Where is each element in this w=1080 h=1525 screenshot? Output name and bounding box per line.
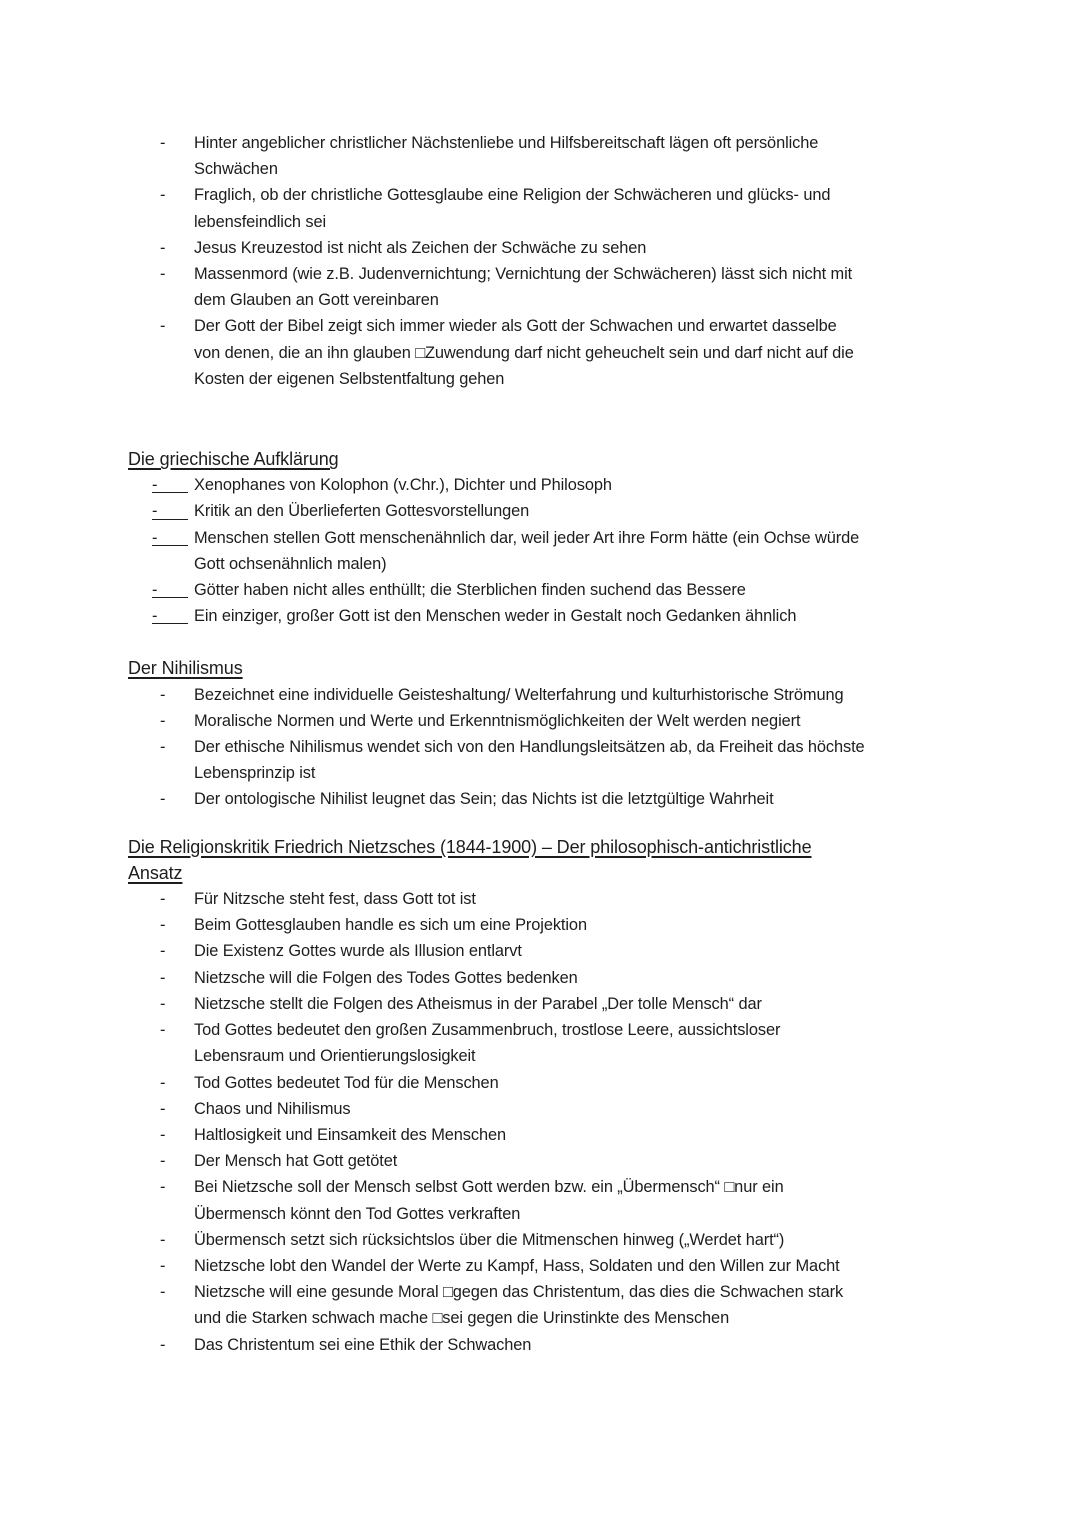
list-item-line: Der ontologische Nihilist leugnet das Sein; das Nichts ist die letztgültige Wahrheit (194, 790, 774, 809)
list-item (152, 577, 960, 603)
list-item-line: Menschen stellen Gott menschenähnlich dar, weil jeder Art ihre Form hätte (ein Ochse würde (194, 528, 860, 547)
section-heading (128, 834, 960, 886)
bullet-list (128, 682, 960, 813)
bullet-marker: - (160, 711, 166, 730)
list-item-line: dem Glauben an Gott vereinbaren (194, 291, 439, 310)
list-item-line: Das Christentum sei eine Ethik der Schwachen (194, 1335, 532, 1354)
heading-line: Die Religionskritik Friedrich Nietzsches (1844-1900) – Der philosophisch-antichristliche (128, 836, 812, 857)
bullet-marker: - (160, 1099, 166, 1118)
list-item (160, 313, 960, 392)
bullet-marker: - (160, 317, 166, 336)
bullet-marker: - (160, 238, 166, 257)
list-item-line: Kritik an den Überlieferten Gottesvorstellungen (194, 502, 530, 521)
list-item-line: Gott ochsenähnlich malen) (194, 554, 387, 573)
list-item-line: Fraglich, ob der christliche Gottesglaube eine Religion der Schwächeren und glücks- und (194, 186, 831, 205)
list-item (160, 182, 960, 234)
list-item-line: Nietzsche lobt den Wandel der Werte zu Kampf, Hass, Soldaten und den Willen zur Macht (194, 1256, 840, 1275)
list-item (160, 708, 960, 734)
bullet-marker: - (152, 603, 194, 629)
list-item-line: Für Nitzsche steht fest, dass Gott tot ist (194, 890, 476, 909)
section-heading (128, 446, 960, 472)
heading-line: Die griechische Aufklärung (128, 449, 339, 470)
list-item (152, 498, 960, 524)
list-item (160, 734, 960, 786)
list-item-line: Übermensch setzt sich rücksichtslos über die Mitmenschen hinweg („Werdet hart“) (194, 1230, 785, 1249)
list-item (152, 525, 960, 577)
list-item (160, 1332, 960, 1358)
bullet-marker: - (160, 1335, 166, 1354)
list-item (160, 991, 960, 1017)
bullet-marker: - (160, 942, 166, 961)
bullet-marker: - (160, 1230, 166, 1249)
bullet-marker: - (160, 1283, 166, 1302)
list-item (152, 603, 960, 629)
list-item (160, 886, 960, 912)
bullet-marker: - (152, 577, 194, 603)
bullet-marker: - (160, 1021, 166, 1040)
list-item (160, 235, 960, 261)
bullet-marker: - (160, 134, 166, 152)
list-item-line: Tod Gottes bedeutet Tod für die Menschen (194, 1073, 499, 1092)
list-item-line: Hinter angeblicher christlicher Nächstenliebe und Hilfsbereitschaft lägen oft persönliche (194, 134, 819, 152)
list-item (160, 261, 960, 313)
list-item-line: Lebensraum und Orientierungslosigkeit (194, 1047, 476, 1066)
bullet-marker: - (152, 472, 194, 498)
section-heading (128, 655, 960, 681)
list-item-line: Götter haben nicht alles enthüllt; die Sterblichen finden suchend das Bessere (194, 581, 746, 600)
list-item-line: Chaos und Nihilismus (194, 1099, 351, 1118)
bullet-marker: - (160, 1256, 166, 1275)
heading-line: Der Nihilismus (128, 658, 243, 679)
list-item-line: Der Gott der Bibel zeigt sich immer wieder als Gott der Schwachen und erwartet dasselbe (194, 317, 837, 336)
list-item-line: und die Starken schwach mache □sei gegen die Urinstinkte des Menschen (194, 1309, 730, 1328)
list-item-line: Ein einziger, großer Gott ist den Menschen weder in Gestalt noch Gedanken ähnlich (194, 607, 797, 626)
list-item-line: Xenophanes von Kolophon (v.Chr.), Dichter und Philosoph (194, 476, 612, 495)
list-item-line: Beim Gottesglauben handle es sich um eine Projektion (194, 916, 587, 935)
list-item-line: Bei Nietzsche soll der Mensch selbst Gott werden bzw. ein „Übermensch“ □nur ein (194, 1178, 784, 1197)
list-item (160, 1253, 960, 1279)
list-item-line: Jesus Kreuzestod ist nicht als Zeichen der Schwäche zu sehen (194, 238, 647, 257)
bullet-marker: - (160, 1152, 166, 1171)
list-item-line: Bezeichnet eine individuelle Geisteshaltung/ Welterfahrung und kulturhistorische Strömung (194, 685, 844, 704)
list-item-line: Die Existenz Gottes wurde als Illusion entlarvt (194, 942, 522, 961)
bullet-marker: - (152, 525, 194, 551)
list-item (160, 1070, 960, 1096)
bullet-marker: - (160, 890, 166, 909)
list-item-line: Tod Gottes bedeutet den großen Zusammenbruch, trostlose Leere, aussichtsloser (194, 1021, 781, 1040)
list-item-line: Kosten der eigenen Selbstentfaltung gehen (194, 369, 505, 388)
list-item (160, 682, 960, 708)
list-item (160, 1096, 960, 1122)
bullet-marker: - (160, 265, 166, 284)
bullet-marker: - (160, 916, 166, 935)
list-item-line: Übermensch könnt den Tod Gottes verkraften (194, 1204, 521, 1223)
list-item-line: Nietzsche stellt die Folgen des Atheismus in der Parabel „Der tolle Mensch“ dar (194, 994, 762, 1013)
list-item (160, 1017, 960, 1069)
list-item-line: Der Mensch hat Gott getötet (194, 1152, 398, 1171)
list-item-line: lebensfeindlich sei (194, 212, 327, 231)
bullet-marker: - (160, 994, 166, 1013)
list-item-line: Nietzsche will die Folgen des Todes Gottes bedenken (194, 968, 578, 987)
bullet-marker: - (160, 186, 166, 205)
bullet-marker: - (160, 790, 166, 809)
list-item (160, 1148, 960, 1174)
list-item-line: Massenmord (wie z.B. Judenvernichtung; Vernichtung der Schwächeren) lässt sich nicht mit (194, 265, 853, 284)
bullet-marker: - (160, 968, 166, 987)
heading-line: Ansatz (128, 862, 183, 883)
list-item-line: Haltlosigkeit und Einsamkeit des Menschen (194, 1125, 507, 1144)
bullet-marker: - (160, 1073, 166, 1092)
list-item (160, 1279, 960, 1331)
list-item (160, 1227, 960, 1253)
bullet-marker: - (160, 685, 166, 704)
bullet-list (128, 472, 960, 629)
list-item-line: Der ethische Nihilismus wendet sich von den Handlungsleitsätzen ab, da Freiheit das höchste (194, 738, 865, 757)
bullet-list (128, 886, 960, 1358)
list-item-line: Moralische Normen und Werte und Erkenntnismöglichkeiten der Welt werden negiert (194, 711, 801, 730)
bullet-marker: - (152, 498, 194, 524)
list-item-line: von denen, die an ihn glauben □Zuwendung darf nicht geheuchelt sein und darf nicht auf die (194, 343, 854, 362)
bullet-list (128, 130, 960, 392)
list-item (152, 472, 960, 498)
list-item (160, 786, 960, 812)
list-item (160, 1174, 960, 1226)
list-item (160, 130, 960, 182)
list-item-line: Nietzsche will eine gesunde Moral □gegen das Christentum, das dies die Schwachen stark (194, 1283, 844, 1302)
list-item (160, 965, 960, 991)
list-item (160, 938, 960, 964)
list-item (160, 912, 960, 938)
list-item-line: Schwächen (194, 160, 278, 179)
bullet-marker: - (160, 738, 166, 757)
list-item-line: Lebensprinzip ist (194, 764, 316, 783)
bullet-marker: - (160, 1125, 166, 1144)
bullet-marker: - (160, 1178, 166, 1197)
list-item (160, 1122, 960, 1148)
